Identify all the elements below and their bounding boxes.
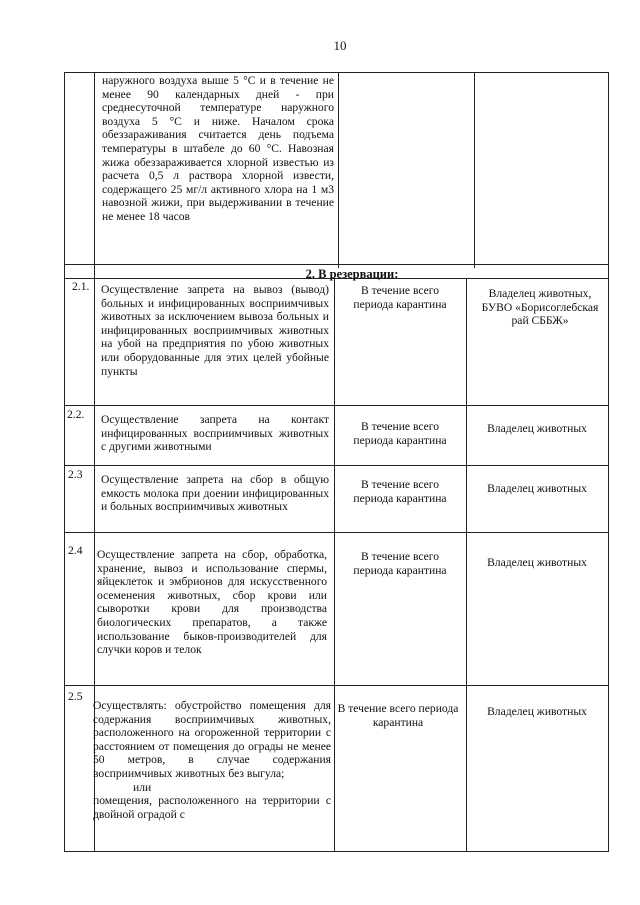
- row-responsible: Владелец животных: [487, 705, 587, 718]
- row-term: В течение всего периода карантина: [353, 284, 447, 311]
- row-number: 2.3: [68, 468, 83, 481]
- row-term: В течение всего периода карантина: [353, 550, 447, 577]
- row-responsible: Владелец животных: [487, 556, 587, 569]
- section-title: 2. В резервации:: [305, 267, 399, 281]
- row-measure-tail: помещения, расположенного на территории с двойной оградой с: [93, 794, 331, 821]
- row-responsible: Владелец животных: [487, 482, 587, 495]
- row-measure: Осуществление запрета на контакт инфицированных восприимчивых животных с другими животными: [101, 413, 329, 454]
- row-measure: [93, 699, 331, 821]
- row-term: В течение всего периода карантина: [353, 420, 447, 447]
- row-number: 2.5: [68, 690, 83, 703]
- row-number: 2.1.: [72, 280, 90, 293]
- row-measure-or: или: [133, 780, 152, 794]
- row-term: В течение всего периода карантина: [337, 702, 459, 729]
- continuation-measure-text: наружного воздуха выше 5 °С и в течение не менее 90 календарных дней - при среднесуточной температуре наружного воздуха 5 °С и ниже. Началом срока обеззараживания считается день подъема температуры в штабеле до 60 °С. Навозная жижа обеззараживается хлорной известью из расчета 0,5 л раствора хлорной извести, содержащего 25 мг/л активного хлора на 1 м3 навозной жижи, при выдерживании в течение не менее 18 часов: [102, 74, 334, 223]
- row-measure: Осуществление запрета на сбор в общую емкость молока при доении инфицированных и больных восприимчивых животных: [101, 473, 329, 514]
- row-responsible: Владелец животных, БУВО «Борисоглебская рай СББЖ»: [481, 287, 599, 328]
- row-term: В течение всего периода карантина: [353, 478, 447, 505]
- row-responsible: Владелец животных: [487, 422, 587, 435]
- page-number: 10: [333, 38, 347, 53]
- row-measure: Осуществление запрета на вывоз (вывод) больных и инфицированных восприимчивых животных за исключением вывоза больных и инфицированных восприимчивых животных на убой на предприятия по убою животных или оборудованные для этих целей убойные пункты: [101, 283, 329, 378]
- row-measure: Осуществление запрета на сбор, обработка, хранение, вывоз и использование спермы, яйцеклеток и эмбрионов для искусственного осеменения животных, сбор крови или сыворотки крови для производства биологических препаратов, а также использование быков-производителей для случки коров и телок: [97, 548, 327, 657]
- row-measure-main: Осуществлять: обустройство помещения для содержания восприимчивых животных, расположенного на огороженной территории с расстоянием от помещения до ограды не менее 50 метров, в случае содержания восприимчивых животных без выгула;: [93, 699, 331, 780]
- row-number: 2.2.: [67, 408, 85, 421]
- row-number: 2.4: [68, 544, 83, 557]
